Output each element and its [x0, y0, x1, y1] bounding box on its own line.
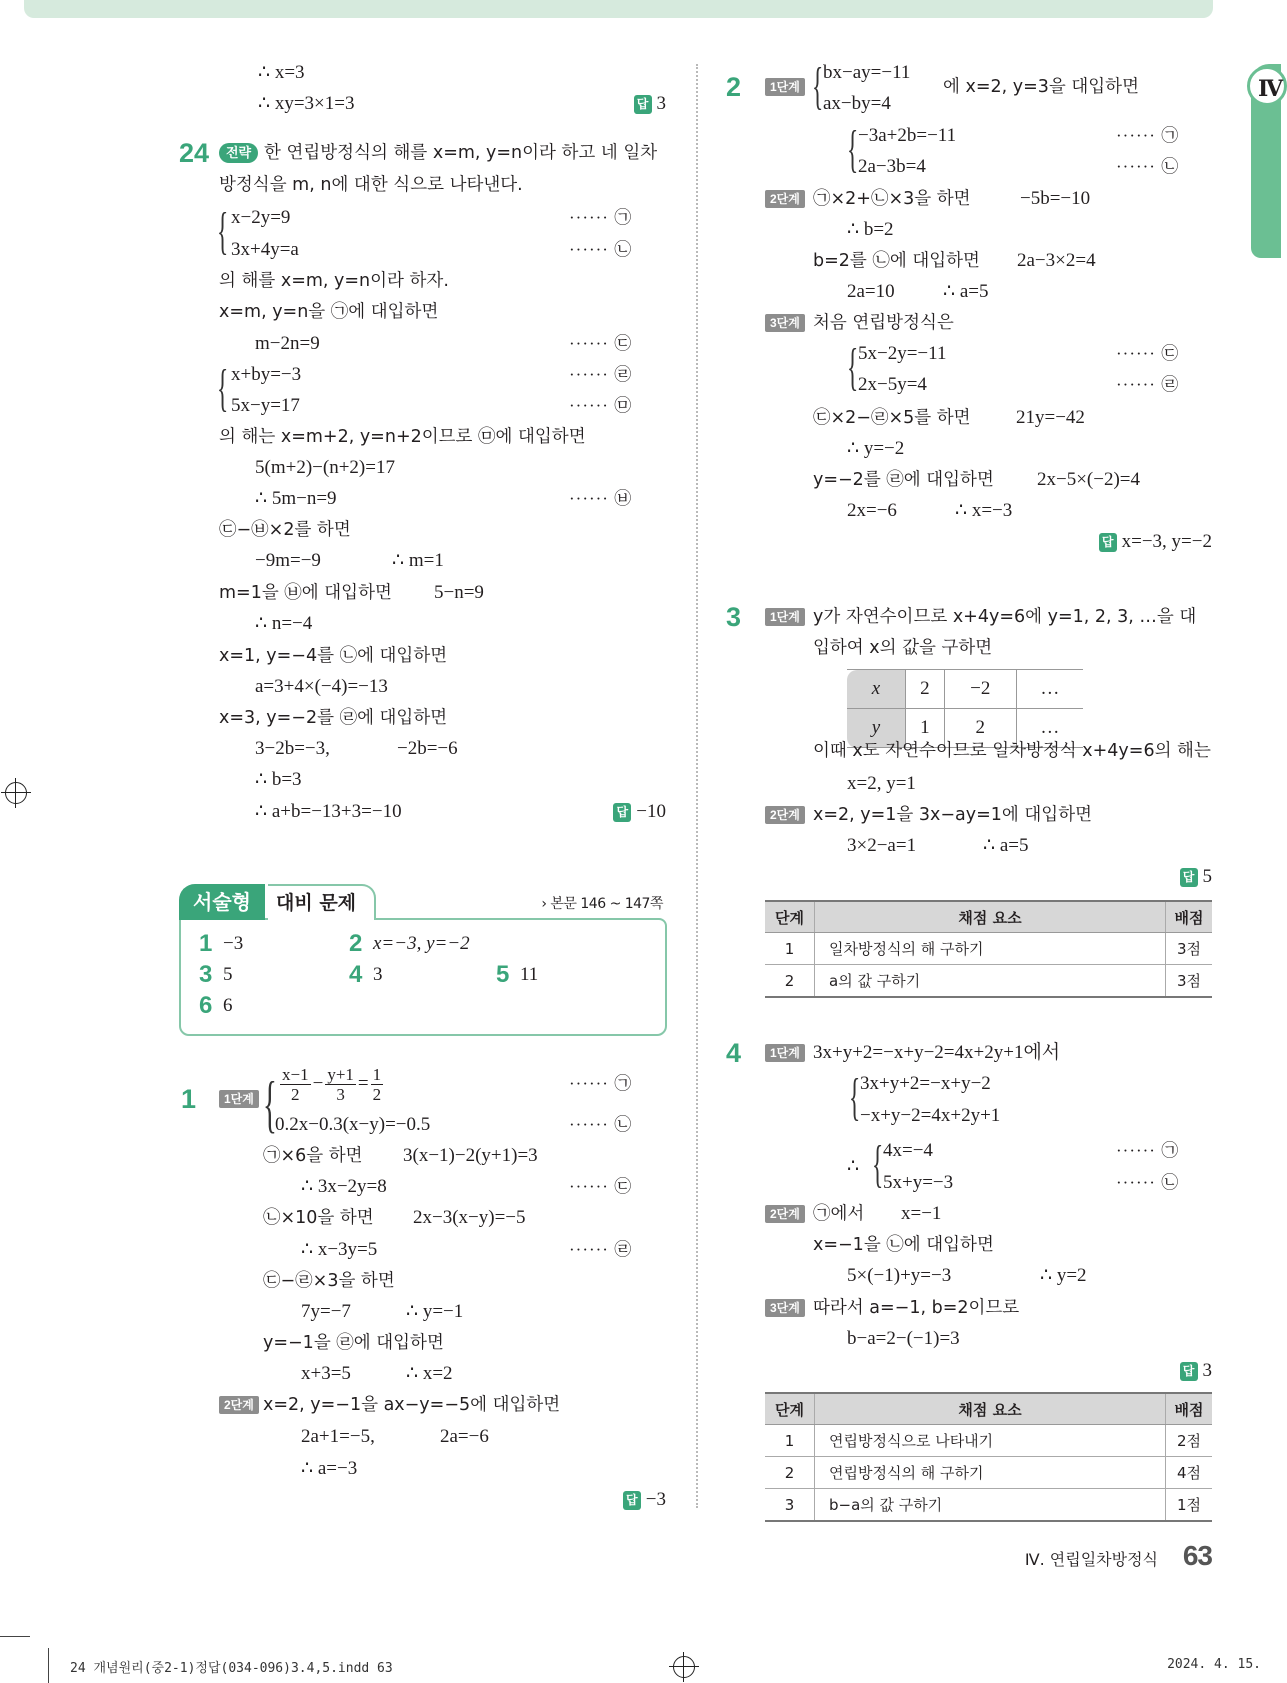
solution-line: ∴ a=5	[943, 281, 989, 302]
step-badge: 1단계	[765, 608, 805, 626]
equation: bx−ay=−11	[823, 62, 911, 83]
solution-line: 2a−3×2=4	[1017, 250, 1096, 271]
review-item-value: 5	[223, 964, 233, 985]
system-brace: {	[847, 339, 859, 396]
problem-number: 3	[726, 602, 742, 632]
table-row: y 1 2 …	[847, 709, 1083, 748]
review-box-subtitle: 대비 문제	[268, 884, 376, 920]
solution-line: ∴ 5m−n=9	[255, 488, 337, 509]
crop-mark	[0, 1636, 30, 1637]
equation: 5x+y=−3	[883, 1172, 954, 1193]
answer-badge: 답	[1180, 868, 1198, 887]
answer-badge: 답	[623, 1491, 641, 1510]
solution-line: 처음 연립방정식은	[813, 313, 954, 333]
step-badge: 2단계	[765, 190, 805, 208]
solution-line: x=−1을 ㉡에 대입하면	[813, 1235, 994, 1255]
solution-line: ∴ b=2	[847, 219, 894, 240]
equation: x+by=−3	[231, 364, 302, 385]
solution-line: m−2n=9	[255, 333, 320, 354]
problem-number: 4	[726, 1038, 742, 1068]
registration-mark-icon	[673, 1656, 695, 1678]
equation-marker: ······ ㉤	[569, 396, 633, 415]
step-badge: 1단계	[765, 1044, 805, 1062]
chapter-title: Ⅳ. 연립일차방정식	[1024, 1550, 1158, 1569]
problem-number: 2	[726, 72, 742, 102]
solution-line: 2x=−6	[847, 500, 897, 521]
solution-line: ㉠에서	[813, 1204, 865, 1224]
solution-line: ∴ y=−1	[406, 1301, 464, 1322]
solution-line: ∴ x=2	[406, 1363, 453, 1384]
review-item-number: 2	[349, 930, 363, 957]
answer: 답 −10	[613, 798, 666, 826]
solution-line: ∴ y=−2	[847, 438, 905, 459]
equation-marker: ······ ㉠	[569, 208, 633, 227]
review-item-number: 6	[199, 992, 213, 1019]
answer: 답 3	[634, 90, 667, 118]
solution-line: ∴ a+b=−13+3=−10	[255, 801, 402, 822]
crop-mark	[48, 1648, 49, 1683]
solution-line: 에 x=2, y=3을 대입하면	[943, 77, 1139, 97]
solution-line: m=1을 ㉥에 대입하면	[219, 583, 392, 603]
equation: 2x−5y=4	[858, 374, 927, 395]
solution-line: x=2, y=1을 3x−ay=1에 대입하면	[813, 805, 1093, 825]
page-number: 63	[1182, 1540, 1212, 1571]
step-badge: 2단계	[219, 1396, 259, 1414]
solution-line: x=−1	[901, 1203, 942, 1224]
solution-line: 5(m+2)−(n+2)=17	[255, 457, 395, 478]
table-row: 2 a의 값 구하기 3점	[765, 965, 1212, 998]
solution-line: y=−1을 ㉣에 대입하면	[263, 1333, 444, 1353]
scoring-table	[765, 1392, 1212, 1522]
answer-badge: 답	[1099, 533, 1117, 552]
solution-line: −2b=−6	[397, 738, 458, 759]
solution-line: 3(x−1)−2(y+1)=3	[403, 1145, 538, 1166]
scoring-table	[765, 900, 1212, 998]
solution-line: 의 해를 x=m, y=n이라 하자.	[219, 271, 449, 291]
solution-line: 따라서 a=−1, b=2이므로	[813, 1298, 1020, 1318]
equation-marker: ······ ㉠	[1116, 1141, 1180, 1160]
equation-marker: ······ ㉡	[1116, 157, 1180, 176]
equation: $\frac{x-1}{2}$ − $\frac{y+1}{3}$ = $\frac{1}{2}$	[282, 1065, 382, 1105]
step-badge: 2단계	[765, 806, 805, 824]
solution-line: ∴ a=−3	[301, 1458, 358, 1479]
solution-line: 3×2−a=1	[847, 835, 917, 856]
solution-line: ∴ xy=3×1=3	[258, 93, 355, 114]
solution-line: ∴ y=2	[1040, 1265, 1087, 1286]
problem-number: 1	[181, 1084, 197, 1114]
equation-marker: ······ ㉣	[1116, 375, 1180, 394]
equation-marker: ······ ㉢	[569, 1177, 633, 1196]
solution-line: ㉡×10을 하면	[263, 1208, 374, 1228]
system-brace: {	[847, 121, 859, 178]
solution-line: ∴ x=−3	[955, 500, 1013, 521]
table-header: 단계 채점 요소 배점	[765, 901, 1212, 933]
review-item-value: 3	[373, 964, 383, 985]
system-brace: {	[217, 360, 229, 417]
solution-line: 의 해는 x=m+2, y=n+2이므로 ㉤에 대입하면	[219, 427, 586, 447]
review-item-number: 4	[349, 961, 363, 988]
step-badge: 2단계	[765, 1205, 805, 1223]
equation-marker: ······ ㉣	[569, 365, 633, 384]
solution-line: 21y=−42	[1016, 407, 1085, 428]
equation: 5x−y=17	[231, 395, 300, 416]
strategy-text: 방정식을 m, n에 대한 식으로 나타낸다.	[219, 175, 523, 195]
table-row: 3 b−a의 값 구하기 1점	[765, 1489, 1212, 1522]
answer-badge: 답	[613, 803, 631, 822]
solution-line: x=2, y=−1을 ax−y=−5에 대입하면	[263, 1395, 561, 1415]
table-row: x 2 −2 …	[847, 670, 1083, 709]
print-date: 2024. 4. 15.	[1167, 1657, 1261, 1672]
file-slug: 24 개념원리(중2-1)정답(034-096)3.4,5.indd 63	[70, 1661, 393, 1676]
review-item-number: 5	[496, 961, 510, 988]
step-badge: 3단계	[765, 314, 805, 332]
strategy-badge: 전략	[219, 143, 258, 163]
equation: x−2y=9	[231, 207, 291, 228]
top-color-band	[24, 0, 1213, 18]
step-badge: 1단계	[765, 78, 805, 96]
table-row: 2 연립방정식의 해 구하기 4점	[765, 1457, 1212, 1489]
problem-number: 24	[179, 138, 210, 168]
solution-line: ㉢−㉥×2를 하면	[219, 520, 351, 540]
solution-line: 5×(−1)+y=−3	[847, 1265, 952, 1286]
equation-marker: ······ ㉣	[569, 1240, 633, 1259]
page-reference: › 본문 146 ~ 147쪽	[541, 896, 663, 912]
equation-marker: ······ ㉡	[569, 240, 633, 259]
solution-line: ∴ 3x−2y=8	[301, 1176, 387, 1197]
answer-badge: 답	[634, 95, 652, 114]
equation-marker: ······ ㉢	[1116, 344, 1180, 363]
solution-line: ㉢−㉣×3을 하면	[263, 1271, 395, 1291]
solution-line: y가 자연수이므로 x+4y=6에 y=1, 2, 3, …을 대	[813, 607, 1197, 627]
fraction: $\frac{1}{2}$	[372, 1065, 382, 1105]
solution-line: ∴ n=−4	[255, 613, 313, 634]
equation-marker: ······ ㉠	[1116, 126, 1180, 145]
table-row: 1 연립방정식으로 나타내기 2점	[765, 1425, 1212, 1457]
solution-line: ∴ a=5	[983, 835, 1029, 856]
equation: 2a−3b=4	[858, 156, 926, 177]
solution-line: 5−n=9	[434, 582, 484, 603]
equation-marker: ······ ㉡	[1116, 1173, 1180, 1192]
solution-line: x=1, y=−4를 ㉡에 대입하면	[219, 646, 448, 666]
system-brace: {	[849, 1069, 861, 1126]
step-badge: 1단계	[219, 1090, 259, 1108]
solution-line: x=2, y=1	[847, 773, 916, 794]
system-brace: {	[263, 1068, 277, 1139]
equation: 5x−2y=−11	[858, 343, 947, 364]
step-badge: 3단계	[765, 1299, 805, 1317]
equation: −x+y−2=4x+2y+1	[860, 1105, 1001, 1126]
solution-line: 7y=−7	[301, 1301, 351, 1322]
system-brace: {	[872, 1136, 884, 1193]
solution-line: 2a+1=−5,	[301, 1426, 375, 1447]
answer-badge: 답	[1180, 1362, 1198, 1381]
solution-line: x+3=5	[301, 1363, 351, 1384]
equation: 3x+y+2=−x+y−2	[860, 1073, 991, 1094]
solution-line: a=3+4×(−4)=−13	[255, 676, 388, 697]
answer: 답 5	[1180, 863, 1213, 891]
solution-line: −9m=−9	[255, 550, 321, 571]
answer: 답 −3	[623, 1486, 666, 1514]
review-item-number: 1	[199, 930, 213, 957]
equation: ax−by=4	[823, 93, 891, 114]
solution-line: 입하여 x의 값을 구하면	[813, 638, 993, 658]
chapter-side-tab-label: Ⅳ	[1247, 66, 1287, 106]
review-item-value: −3	[223, 933, 244, 954]
review-item-value: 11	[520, 964, 539, 985]
solution-line: b=2를 ㉡에 대입하면	[813, 251, 980, 271]
equation: −3a+2b=−11	[858, 125, 957, 146]
review-item-value: x=−3, y=−2	[373, 933, 470, 954]
solution-line: 이때 x도 자연수이므로 일차방정식 x+4y=6의 해는	[813, 741, 1211, 761]
solution-line: 2a=10	[847, 281, 895, 302]
answer: 답 3	[1180, 1357, 1213, 1385]
solution-line: y=−2를 ㉣에 대입하면	[813, 470, 994, 490]
solution-line: x=m, y=n을 ㉠에 대입하면	[219, 302, 439, 322]
fraction: $\frac{x-1}{2}$	[282, 1065, 309, 1105]
solution-line: ㉠×6을 하면	[263, 1146, 363, 1166]
solution-line: ∴ x=3	[258, 62, 305, 83]
equation-marker: ······ ㉠	[569, 1074, 633, 1093]
solution-line: 2x−5×(−2)=4	[1037, 469, 1141, 490]
equation-marker: ······ ㉡	[569, 1115, 633, 1134]
registration-mark-icon	[5, 782, 27, 804]
solution-line: 3x+y+2=−x+y−2=4x+2y+1에서	[813, 1042, 1061, 1063]
solution-line: ∴ m=1	[392, 550, 444, 571]
equation-marker: ······ ㉥	[569, 489, 633, 508]
fraction: $\frac{y+1}{3}$	[327, 1065, 354, 1105]
solution-line: 2x−3(x−y)=−5	[413, 1207, 526, 1228]
solution-line: ㉢×2−㉣×5를 하면	[813, 408, 971, 428]
equation: 4x=−4	[883, 1140, 933, 1161]
column-divider	[696, 64, 698, 1508]
strategy-text: 한 연립방정식의 해를 x=m, y=n이라 하고 네 일차	[264, 143, 658, 163]
review-item-value: 6	[223, 995, 233, 1016]
therefore-symbol: ∴	[847, 1156, 860, 1177]
solution-line: 3−2b=−3,	[255, 738, 330, 759]
equation: 3x+4y=a	[231, 239, 299, 260]
system-brace: {	[812, 58, 824, 115]
equation: 0.2x−0.3(x−y)=−0.5	[275, 1114, 431, 1135]
solution-line: b−a=2−(−1)=3	[847, 1328, 960, 1349]
solution-line: ∴ x−3y=5	[301, 1239, 378, 1260]
answer: 답 x=−3, y=−2	[1099, 528, 1212, 556]
review-box-title: 서술형	[179, 884, 265, 920]
table-header: 단계 채점 요소 배점	[765, 1393, 1212, 1425]
solution-line: 2a=−6	[440, 1426, 489, 1447]
solution-line: −5b=−10	[1020, 188, 1091, 209]
solution-line: ∴ b=3	[255, 769, 302, 790]
review-item-number: 3	[199, 961, 213, 988]
solution-line: ㉠×2+㉡×3을 하면	[813, 189, 971, 209]
table-row: 1 일차방정식의 해 구하기 3점	[765, 933, 1212, 965]
equation-marker: ······ ㉢	[569, 334, 633, 353]
solution-line: x=3, y=−2를 ㉣에 대입하면	[219, 708, 448, 728]
system-brace: {	[217, 203, 229, 260]
